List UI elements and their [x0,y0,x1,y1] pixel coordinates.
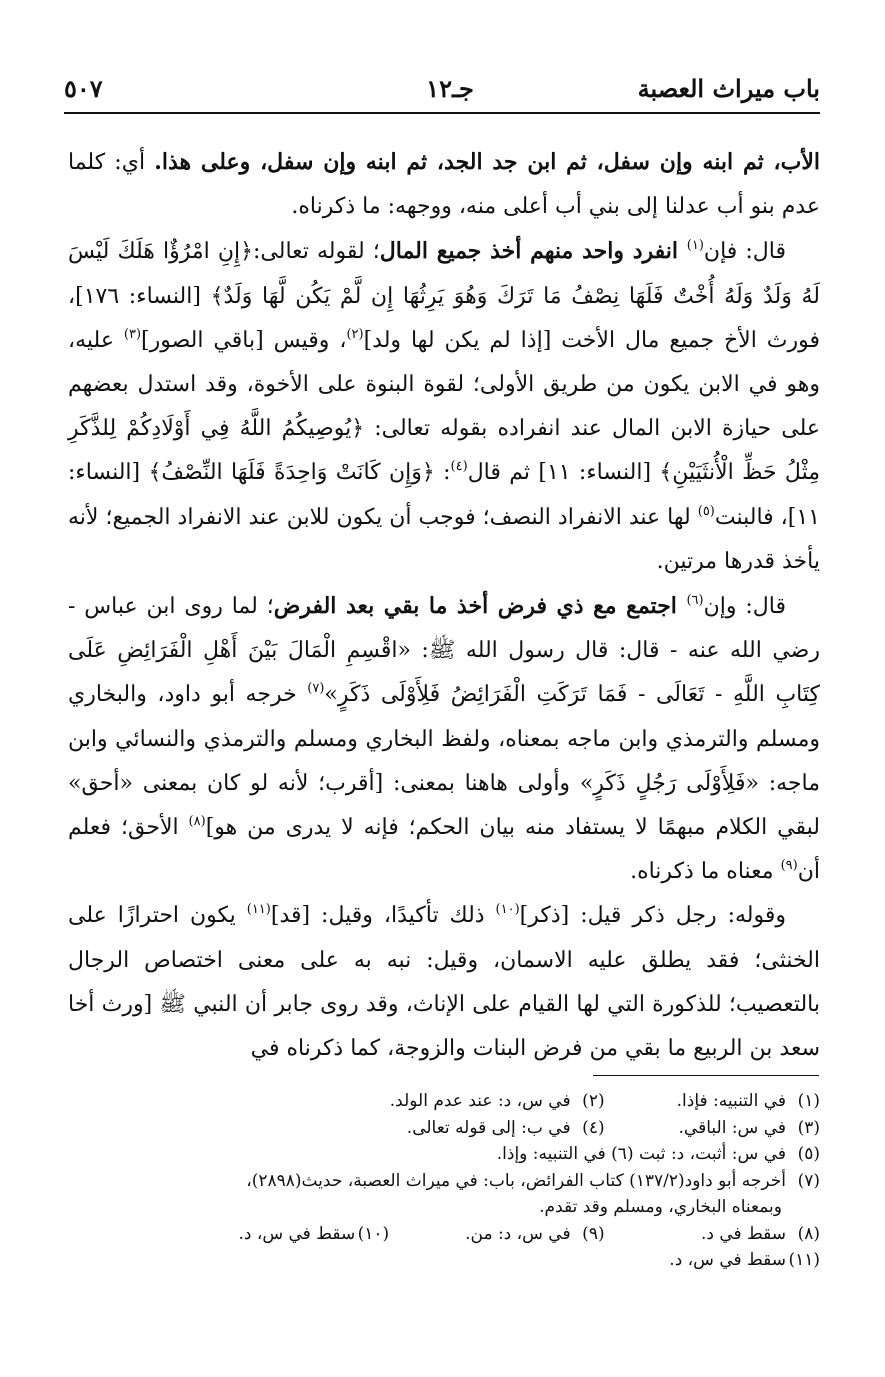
volume-label: جـ١٢ [426,74,474,103]
footnote-number: (٥) [797,1144,820,1164]
footnote-8 [610,1221,820,1248]
footnote-separator [593,1075,819,1076]
footnote-7 [64,1168,820,1195]
text-run: عليه، وهو في الابن يكون من طريق الأولى؛ لقوة البنوة على الأخوة، وقد استدل بعضهم على حيازة الابن المال عند انفراده بقوله تعالى: ﴿يُوصِيكُمُ اللَّهُ فِي أَوْلَادِكُمْ لِلذَّكَرِ مِثْلُ حَظِّ الْأُنثَيَيْنِ﴾ [النساء: ١١] ثم قال [68,327,820,486]
text-run: قال: وإن [703,594,786,620]
matn-text: الأب، ثم ابنه وإن سفل، ثم ابن جد الجد، ثم ابنه وإن سفل، وعلى هذا. [154,149,820,175]
chapter-title: باب ميراث العصبة [637,74,820,103]
footnote-number: (٤) [582,1117,605,1138]
text-run: معناه ما ذكرناه. [630,859,781,885]
footnote-text: في التنبيه: وإذا. [496,1144,606,1164]
footnote-ref[interactable]: (١٠) [495,902,520,918]
sharh-text: أي: كلما عدم بنو أب عدلنا إلى بني أب أعلى منه، ووجهه: ما ذكرناه. [68,150,820,220]
footnote-text: في س: أثبت، د: ثبت [638,1144,786,1164]
footnote-text: في س، د: عند عدم الولد. [389,1091,571,1111]
paragraph-3 [68,584,820,894]
footnote-text: سقط في س، د. [238,1223,356,1244]
footnote-number: (١١) [788,1250,820,1270]
footnote-row [64,1221,820,1248]
footnote-number: (٣) [797,1117,820,1138]
footnote-number: (٦) [611,1144,634,1164]
text-run: ، وقيس [باقي الصور] [141,327,347,353]
footnote-4 [407,1115,605,1142]
page-header [64,66,820,106]
footnote-ref[interactable]: (٩) [780,858,798,874]
footnote-3 [610,1115,820,1142]
footnote-number: (٨) [797,1223,820,1244]
footnote-row [64,1088,820,1115]
footnote-text: سقط في س، د. [669,1250,786,1270]
paragraph-4 [68,894,820,1071]
footnote-text: في س، د: من. [465,1223,571,1244]
footnote-ref[interactable]: (١١) [246,902,271,918]
matn-text: انفرد واحد منهم أخذ جميع المال [379,238,687,265]
footnote-ref[interactable]: (٦) [686,593,704,609]
footnote-ref[interactable]: (٧) [307,681,325,697]
footnote-2 [390,1088,605,1115]
footnote-ref[interactable]: (٨) [188,814,206,830]
main-text [68,140,820,1071]
paragraph-2 [68,229,820,584]
footnote-text: أخرجه أبو داود(١٣٧/٢) كتاب الفرائض، باب: في ميراث العصبة، حديث(٢٨٩٨)، [246,1170,786,1191]
footnote-10 [238,1221,389,1248]
footnote-ref[interactable]: (٣) [123,326,142,342]
footnote-1 [610,1088,820,1115]
footnote-row [64,1115,820,1142]
text-run: الأحق؛ فعلم أن [68,815,820,885]
footnote-number: (١) [797,1091,820,1111]
footnote-ref[interactable]: (٤) [450,459,468,475]
footnote-text: في التنبيه: فإذا. [676,1091,786,1111]
text-run: ؛ لما روى ابن عباس - رضي الله عنه - قال: قال رسول الله ﷺ: «اقْسِمِ الْمَالَ بَيْنَ أَهْلِ الْفَرَائِضِ عَلَى كِتَابِ اللَّهِ - تَعَالَى - فَمَا تَرَكَتِ الْفَرَائِضُ فَلِأَوْلَى ذَكَرٍ» [68,594,820,708]
header-rule [64,112,820,114]
text-run: يكون احترازًا على الخنثى؛ فقد يطلق عليه الاسمان، وقيل: نبه به على معنى اختصاص الرجال بالتعصيب؛ للذكورة التي لها القيام على الإناث، وقد روى جابر أن النبي ﷺ [ورث أخا سعد بن الربيع ما بقي من فرض البنات والزوجة، كما ذكرناه في [68,903,820,1062]
footnote-11 [64,1247,820,1274]
footnote-text: وبمعناه البخاري، ومسلم وقد تقدم. [539,1197,782,1217]
text-run: ؛ لقوله تعالى:﴿إِنِ امْرُؤٌا هَلَكَ لَيْسَ لَهُ وَلَدٌ وَلَهُ أُخْتٌ فَلَهَا نِصْفُ مَا تَرَكَ وَهُوَ يَرِثُهَا إِن لَّمْ يَكُن لَّهَا وَلَدٌ﴾ [النساء: ١٧٦]، فورث الأخ جميع مال الأخت [إذا لم يكن لها ولد] [68,239,820,353]
footnote-number: (٧) [797,1170,820,1191]
footnote-text: في ب: إلى قوله تعالى. [406,1117,571,1138]
footnote-text: في س: الباقي. [678,1117,786,1138]
text-run: ذلك تأكيدًا، وقيل: [قد] [270,903,496,929]
footnote-6 [497,1141,634,1168]
footnote-ref[interactable]: (١) [686,238,704,254]
page-number: ٥٠٧ [64,74,103,103]
footnote-number: (٩) [582,1223,605,1244]
footnote-number: (١٠) [357,1223,390,1244]
text-run: لها عند الانفراد النصف؛ فوجب أن يكون للابن عند الانفراد الجميع؛ لأنه يأخذ قدرها مرتين. [68,504,820,574]
footnote-5 [639,1141,820,1168]
footnote-number: (٢) [582,1091,605,1111]
matn-text: اجتمع مع ذي فرض أخذ ما بقي بعد الفرض [273,593,687,620]
paragraph-1 [68,140,820,229]
footnote-row [64,1141,820,1168]
footnote-ref[interactable]: (٢) [346,326,364,342]
footnote-7-continuation [64,1194,820,1221]
text-run: وقوله: رجل ذكر قيل: [ذكر] [519,903,786,929]
footnotes [64,1088,820,1274]
footnote-ref[interactable]: (٥) [697,503,715,519]
text-run: قال: فإن [703,239,786,265]
footnote-text: سقط في د. [700,1223,786,1244]
text-run: : ﴿وَإِن كَانَتْ وَاحِدَةً فَلَهَا النِّصْفُ﴾ [النساء: ١١]، فالبنت [68,460,820,530]
footnote-9 [395,1221,605,1248]
text-run: خرجه أبو داود، والبخاري ومسلم والترمذي وابن ماجه بمعناه، ولفظ البخاري ومسلم والترمذي والنسائي وابن ماجه: «فَلِأَوْلَى رَجُلٍ ذَكَرٍ» وأولى هاهنا بمعنى: [أقرب؛ لأنه لو كان بمعنى «أحق» لبقي الكلام مبهمًا لا يستفاد منه بيان الحكم؛ فإنه لا يدرى من هو] [68,682,820,841]
